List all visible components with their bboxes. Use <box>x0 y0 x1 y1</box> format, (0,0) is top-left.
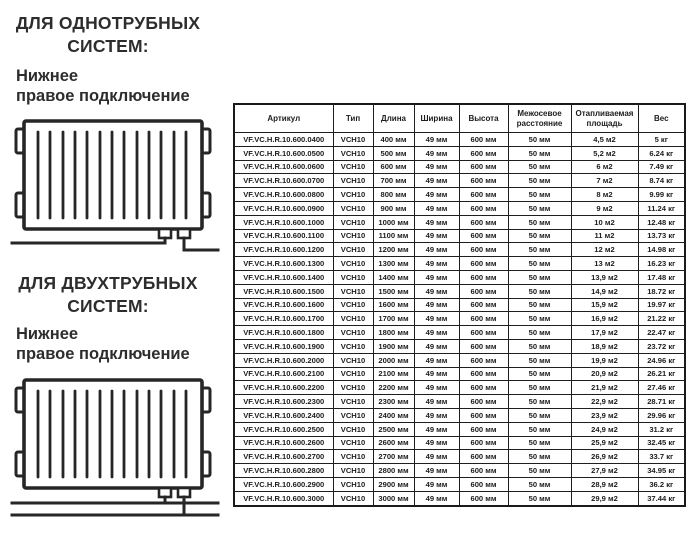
table-cell: 49 мм <box>414 257 459 271</box>
table-cell: VCH10 <box>333 436 373 450</box>
table-cell: VCH10 <box>333 381 373 395</box>
table-cell: 600 мм <box>459 436 508 450</box>
table-cell: 31.2 кг <box>638 422 685 436</box>
table-cell: 700 мм <box>373 174 414 188</box>
table-cell: 50 мм <box>508 257 571 271</box>
column-header: Артикул <box>234 104 333 133</box>
table-cell: 500 мм <box>373 146 414 160</box>
table-cell: VCH10 <box>333 284 373 298</box>
table-cell: 400 мм <box>373 133 414 147</box>
table-cell: 13,9 м2 <box>571 270 638 284</box>
table-cell: 600 мм <box>459 160 508 174</box>
table-cell: 600 мм <box>459 312 508 326</box>
table-cell: 600 мм <box>459 188 508 202</box>
table-cell: VCH10 <box>333 174 373 188</box>
table-cell: 2500 мм <box>373 422 414 436</box>
table-cell: VF.VC.H.R.10.600.0400 <box>234 133 333 147</box>
table-cell: VF.VC.H.R.10.600.1100 <box>234 229 333 243</box>
table-cell: 49 мм <box>414 464 459 478</box>
table-cell: 49 мм <box>414 270 459 284</box>
table-row <box>234 326 685 340</box>
table-cell: 49 мм <box>414 243 459 257</box>
table-cell: 9 м2 <box>571 201 638 215</box>
table-cell: 50 мм <box>508 367 571 381</box>
table-cell: VF.VC.H.R.10.600.1500 <box>234 284 333 298</box>
table-cell: 8.74 кг <box>638 174 685 188</box>
table-cell: 600 мм <box>459 339 508 353</box>
table-cell: 49 мм <box>414 160 459 174</box>
connection-label-line2: правое подключение <box>16 87 190 106</box>
table-cell: 50 мм <box>508 270 571 284</box>
table-cell: VF.VC.H.R.10.600.2400 <box>234 408 333 422</box>
table-cell: 20,9 м2 <box>571 367 638 381</box>
connection-label-two-pipe <box>16 324 226 365</box>
table-cell: 7.49 кг <box>638 160 685 174</box>
table-cell: 49 мм <box>414 367 459 381</box>
table-cell: 28,9 м2 <box>571 477 638 491</box>
table-cell: 600 мм <box>459 243 508 257</box>
table-cell: VCH10 <box>333 464 373 478</box>
table-cell: 27,9 м2 <box>571 464 638 478</box>
table-cell: 50 мм <box>508 284 571 298</box>
section-title-line2: СИСТЕМ: <box>67 36 149 57</box>
table-cell: 27.46 кг <box>638 381 685 395</box>
table-cell: VF.VC.H.R.10.600.0800 <box>234 188 333 202</box>
table-cell: 13 м2 <box>571 257 638 271</box>
table-cell: 50 мм <box>508 243 571 257</box>
table-row <box>234 229 685 243</box>
table-cell: 50 мм <box>508 395 571 409</box>
table-cell: 37.44 кг <box>638 491 685 505</box>
table-cell: VCH10 <box>333 339 373 353</box>
table-cell: 600 мм <box>459 491 508 505</box>
table-cell: 50 мм <box>508 146 571 160</box>
table-cell: 49 мм <box>414 408 459 422</box>
table-cell: 1900 мм <box>373 339 414 353</box>
table-cell: 50 мм <box>508 133 571 147</box>
table-row <box>234 381 685 395</box>
table-body <box>234 133 685 506</box>
table-cell: VCH10 <box>333 133 373 147</box>
table-cell: 1500 мм <box>373 284 414 298</box>
column-header: Высота <box>459 104 508 133</box>
table-cell: 49 мм <box>414 353 459 367</box>
table-cell: 600 мм <box>459 146 508 160</box>
table-cell: 600 мм <box>459 201 508 215</box>
table-cell: VCH10 <box>333 160 373 174</box>
table-cell: 50 мм <box>508 160 571 174</box>
table-cell: 50 мм <box>508 326 571 340</box>
table-cell: 1100 мм <box>373 229 414 243</box>
table-cell: VF.VC.H.R.10.600.2700 <box>234 450 333 464</box>
table-cell: 49 мм <box>414 395 459 409</box>
table-cell: 50 мм <box>508 436 571 450</box>
table-row <box>234 491 685 505</box>
connection-label-line1: Нижнее <box>16 67 79 85</box>
table-row <box>234 160 685 174</box>
table-cell: VF.VC.H.R.10.600.2200 <box>234 381 333 395</box>
table-cell: 34.95 кг <box>638 464 685 478</box>
connection-label-line1: Нижнее <box>16 325 79 343</box>
section-title-single-pipe <box>0 12 216 58</box>
table-cell: 50 мм <box>508 215 571 229</box>
table-cell: 49 мм <box>414 450 459 464</box>
table-cell: 2600 мм <box>373 436 414 450</box>
table-cell: 2700 мм <box>373 450 414 464</box>
table-cell: 600 мм <box>459 367 508 381</box>
table-row <box>234 201 685 215</box>
table-cell: 49 мм <box>414 422 459 436</box>
table-cell: 23.72 кг <box>638 339 685 353</box>
table-cell: 33.7 кг <box>638 450 685 464</box>
table-cell: 2200 мм <box>373 381 414 395</box>
table-cell: 10 м2 <box>571 215 638 229</box>
table-row <box>234 464 685 478</box>
table-cell: 50 мм <box>508 174 571 188</box>
table-cell: 1700 мм <box>373 312 414 326</box>
table-cell: 1300 мм <box>373 257 414 271</box>
table-cell: VCH10 <box>333 243 373 257</box>
table-row <box>234 422 685 436</box>
table-cell: VF.VC.H.R.10.600.3000 <box>234 491 333 505</box>
table-cell: 600 мм <box>459 229 508 243</box>
table-cell: VCH10 <box>333 353 373 367</box>
table-cell: 49 мм <box>414 215 459 229</box>
table-cell: VF.VC.H.R.10.600.1300 <box>234 257 333 271</box>
table-cell: 600 мм <box>459 270 508 284</box>
table-cell: 7 м2 <box>571 174 638 188</box>
table-cell: 26.21 кг <box>638 367 685 381</box>
table-cell: 600 мм <box>459 381 508 395</box>
table-cell: 11 м2 <box>571 229 638 243</box>
section-title-two-pipe <box>0 272 216 318</box>
table-cell: 50 мм <box>508 201 571 215</box>
table-row <box>234 353 685 367</box>
table-cell: 21.22 кг <box>638 312 685 326</box>
table-cell: 600 мм <box>459 284 508 298</box>
table-cell: 49 мм <box>414 339 459 353</box>
table-cell: VF.VC.H.R.10.600.1600 <box>234 298 333 312</box>
table-cell: 22.47 кг <box>638 326 685 340</box>
table-cell: 49 мм <box>414 229 459 243</box>
table-cell: 14,9 м2 <box>571 284 638 298</box>
table-cell: 2800 мм <box>373 464 414 478</box>
table-cell: VCH10 <box>333 229 373 243</box>
table-cell: 2400 мм <box>373 408 414 422</box>
table-cell: VF.VC.H.R.10.600.1400 <box>234 270 333 284</box>
table-row <box>234 395 685 409</box>
supply-pipe-line <box>12 238 165 243</box>
table-cell: VCH10 <box>333 367 373 381</box>
table-cell: 600 мм <box>459 450 508 464</box>
table-row <box>234 174 685 188</box>
table-cell: 24,9 м2 <box>571 422 638 436</box>
table-cell: VCH10 <box>333 298 373 312</box>
table-cell: VF.VC.H.R.10.600.2300 <box>234 395 333 409</box>
table-cell: 49 мм <box>414 284 459 298</box>
table-cell: 50 мм <box>508 381 571 395</box>
table-cell: VF.VC.H.R.10.600.2900 <box>234 477 333 491</box>
table-row <box>234 257 685 271</box>
table-cell: 17,9 м2 <box>571 326 638 340</box>
table-cell: 16.23 кг <box>638 257 685 271</box>
table-cell: 18.72 кг <box>638 284 685 298</box>
table-cell: 36.2 кг <box>638 477 685 491</box>
section-title-line1: ДЛЯ ДВУХТРУБНЫХ <box>18 273 198 293</box>
table-cell: 5 кг <box>638 133 685 147</box>
table-cell: 600 мм <box>459 133 508 147</box>
table-cell: 19,9 м2 <box>571 353 638 367</box>
column-header: Ширина <box>414 104 459 133</box>
spec-table <box>233 103 686 507</box>
table-cell: 49 мм <box>414 381 459 395</box>
table-cell: VCH10 <box>333 201 373 215</box>
column-header: Длина <box>373 104 414 133</box>
table-cell: 2900 мм <box>373 477 414 491</box>
table-cell: 49 мм <box>414 312 459 326</box>
column-header: Отапливаемая площадь <box>571 104 638 133</box>
table-row <box>234 450 685 464</box>
table-cell: 23,9 м2 <box>571 408 638 422</box>
table-cell: 49 мм <box>414 298 459 312</box>
table-cell: VCH10 <box>333 450 373 464</box>
table-cell: 9.99 кг <box>638 188 685 202</box>
table-cell: VF.VC.H.R.10.600.1900 <box>234 339 333 353</box>
table-cell: 1400 мм <box>373 270 414 284</box>
table-cell: 1200 мм <box>373 243 414 257</box>
table-cell: 6.24 кг <box>638 146 685 160</box>
table-cell: 600 мм <box>459 353 508 367</box>
table-header-row <box>234 104 685 133</box>
table-cell: 3000 мм <box>373 491 414 505</box>
table-cell: VCH10 <box>333 215 373 229</box>
table-cell: VF.VC.H.R.10.600.1000 <box>234 215 333 229</box>
table-cell: 600 мм <box>459 298 508 312</box>
table-cell: 50 мм <box>508 422 571 436</box>
table-cell: VF.VC.H.R.10.600.2100 <box>234 367 333 381</box>
table-cell: VCH10 <box>333 146 373 160</box>
table-cell: 12.48 кг <box>638 215 685 229</box>
table-cell: 28.71 кг <box>638 395 685 409</box>
table-cell: VF.VC.H.R.10.600.2800 <box>234 464 333 478</box>
table-cell: 14.98 кг <box>638 243 685 257</box>
table-cell: VF.VC.H.R.10.600.2000 <box>234 353 333 367</box>
table-cell: VCH10 <box>333 395 373 409</box>
table-cell: 1600 мм <box>373 298 414 312</box>
table-row <box>234 339 685 353</box>
table-cell: 49 мм <box>414 436 459 450</box>
table-cell: 29,9 м2 <box>571 491 638 505</box>
table-cell: 2300 мм <box>373 395 414 409</box>
table-row <box>234 133 685 147</box>
table-cell: 50 мм <box>508 491 571 505</box>
table-cell: 49 мм <box>414 188 459 202</box>
table-cell: 600 мм <box>459 395 508 409</box>
table-cell: VCH10 <box>333 188 373 202</box>
table-cell: VCH10 <box>333 270 373 284</box>
table-cell: 49 мм <box>414 133 459 147</box>
table-cell: 29.96 кг <box>638 408 685 422</box>
table-cell: 11.24 кг <box>638 201 685 215</box>
table-cell: 600 мм <box>459 477 508 491</box>
table-cell: VF.VC.H.R.10.600.0900 <box>234 201 333 215</box>
table-row <box>234 243 685 257</box>
table-cell: VCH10 <box>333 491 373 505</box>
column-header: Тип <box>333 104 373 133</box>
table-cell: 49 мм <box>414 491 459 505</box>
table-cell: 6 м2 <box>571 160 638 174</box>
section-title-line1: ДЛЯ ОДНОТРУБНЫХ <box>15 13 201 33</box>
connection-label-line2: правое подключение <box>16 345 190 364</box>
table-cell: 600 мм <box>459 174 508 188</box>
table-cell: 26,9 м2 <box>571 450 638 464</box>
table-cell: VF.VC.H.R.10.600.1200 <box>234 243 333 257</box>
table-cell: 49 мм <box>414 326 459 340</box>
table-cell: 13.73 кг <box>638 229 685 243</box>
table-cell: 21,9 м2 <box>571 381 638 395</box>
table-cell: VCH10 <box>333 408 373 422</box>
table-row <box>234 477 685 491</box>
table-cell: VCH10 <box>333 477 373 491</box>
table-cell: VF.VC.H.R.10.600.0500 <box>234 146 333 160</box>
radiator-diagram-single-pipe <box>8 117 220 253</box>
table-cell: 50 мм <box>508 298 571 312</box>
table-cell: 49 мм <box>414 146 459 160</box>
table-row <box>234 367 685 381</box>
table-cell: 50 мм <box>508 229 571 243</box>
connection-label-single-pipe <box>16 66 226 107</box>
table-cell: 49 мм <box>414 477 459 491</box>
table-cell: 900 мм <box>373 201 414 215</box>
column-header: Межосевое расстояние <box>508 104 571 133</box>
table-cell: 800 мм <box>373 188 414 202</box>
table-cell: 8 м2 <box>571 188 638 202</box>
table-cell: 600 мм <box>459 422 508 436</box>
table-cell: 50 мм <box>508 450 571 464</box>
table-cell: 22,9 м2 <box>571 395 638 409</box>
table-row <box>234 408 685 422</box>
table-cell: 2000 мм <box>373 353 414 367</box>
table-cell: VF.VC.H.R.10.600.1800 <box>234 326 333 340</box>
table-cell: 12 м2 <box>571 243 638 257</box>
table-cell: VCH10 <box>333 312 373 326</box>
table-cell: 1000 мм <box>373 215 414 229</box>
table-cell: 50 мм <box>508 408 571 422</box>
table-cell: VF.VC.H.R.10.600.0600 <box>234 160 333 174</box>
table-cell: 1800 мм <box>373 326 414 340</box>
table-cell: 600 мм <box>373 160 414 174</box>
column-header: Вес <box>638 104 685 133</box>
table-cell: VF.VC.H.R.10.600.2500 <box>234 422 333 436</box>
table-row <box>234 312 685 326</box>
table-cell: 49 мм <box>414 174 459 188</box>
table-cell: 600 мм <box>459 257 508 271</box>
table-row <box>234 284 685 298</box>
section-title-line2: СИСТЕМ: <box>67 296 149 317</box>
table-cell: VCH10 <box>333 422 373 436</box>
table-cell: 50 мм <box>508 188 571 202</box>
table-cell: 600 мм <box>459 326 508 340</box>
table-row <box>234 215 685 229</box>
table-cell: 32.45 кг <box>638 436 685 450</box>
table-cell: 15,9 м2 <box>571 298 638 312</box>
table-cell: 19.97 кг <box>638 298 685 312</box>
table-cell: 50 мм <box>508 339 571 353</box>
table-cell: 50 мм <box>508 312 571 326</box>
table-row <box>234 270 685 284</box>
table-cell: 5,2 м2 <box>571 146 638 160</box>
table-cell: VCH10 <box>333 257 373 271</box>
table-cell: 18,9 м2 <box>571 339 638 353</box>
table-cell: 49 мм <box>414 201 459 215</box>
table-cell: 24.96 кг <box>638 353 685 367</box>
table-cell: 600 мм <box>459 464 508 478</box>
table-cell: 16,9 м2 <box>571 312 638 326</box>
return-pipe-line <box>184 238 218 250</box>
table-cell: 4,5 м2 <box>571 133 638 147</box>
table-cell: 2100 мм <box>373 367 414 381</box>
table-cell: 17.48 кг <box>638 270 685 284</box>
table-cell: VCH10 <box>333 326 373 340</box>
table-cell: VF.VC.H.R.10.600.2600 <box>234 436 333 450</box>
table-row <box>234 298 685 312</box>
table-cell: 50 мм <box>508 464 571 478</box>
table-cell: 50 мм <box>508 353 571 367</box>
table-cell: VF.VC.H.R.10.600.0700 <box>234 174 333 188</box>
table-cell: VF.VC.H.R.10.600.1700 <box>234 312 333 326</box>
table-row <box>234 436 685 450</box>
table-cell: 600 мм <box>459 408 508 422</box>
table-cell: 50 мм <box>508 477 571 491</box>
table-cell: 600 мм <box>459 215 508 229</box>
radiator-diagram-two-pipe <box>8 374 220 520</box>
table-cell: 25,9 м2 <box>571 436 638 450</box>
table-row <box>234 146 685 160</box>
table-row <box>234 188 685 202</box>
